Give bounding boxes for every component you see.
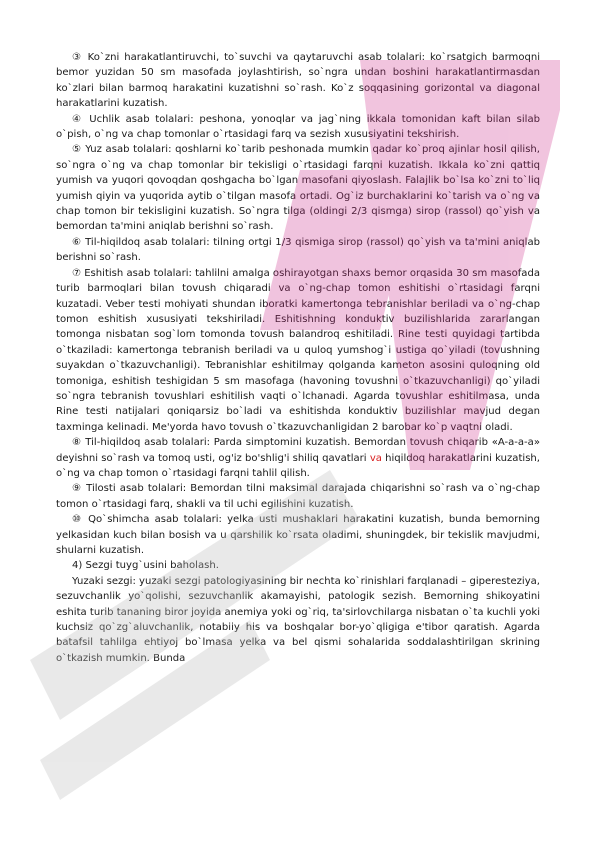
paragraph-hypoglossal: ⑨ Tilosti asab tolalari: Bemordan tilni maksimal darajada chiqarishni so`rash va o`ng-chap tomon o`rtasidagi farq, shakli va til uchi egilishini kuzatish. (56, 483, 540, 510)
paragraph-vagus-text: ⑧ Til-hiqildoq asab tolalari: Parda simptomini kuzatish. Bemordan tovush chiqarib «A-a-a-a» deyishni so`rash va tomoq usti, og'iz bo'shlig'i shiliq qavatlari (56, 437, 540, 464)
paragraph-facial: ⑤ Yuz asab tolalari: qoshlarni ko`tarib peshonada mumkin qadar ko`proq ajinlar hosil qilish, so`ngra o`ng va chap tomonlar bir tekisligi o`rtasidagi farqni kuzatish. Ikkala ko`zni qattiq yumish va yuqori qovoqdan qoshgacha bo`lgan masofani qiyoslash. Falajlik bo`lsa ko`zni to`liq yumish qiyin va yuqorida aytib o`tilgan masofa ortadi. Og`iz burchaklarini ko`tarish va o`ng va chap tomon bir tekisligini kuzatish. So`ngra tilga (oldingi 2/3 qismga) sirop (rassol) qo`yish va bemordan ta'mini aniqlab berishni so`rash. (56, 144, 540, 233)
document-body (56, 50, 540, 666)
section-heading-sensation: 4) Sezgi tuyg`usini baholash. (72, 560, 219, 572)
paragraph-glossopharyngeal: ⑥ Til-hiqildoq asab tolalari: tilning ortgi 1/3 qismiga sirop (rassol) qo`yish va ta'mini aniqlab berishni so`rash. (56, 236, 540, 264)
paragraph-accessory: ⑩ Qo`shimcha asab tolalari: yelka usti mushaklari harakatini kuzatish, bunda bemorning yelkasidan kuch bilan bosish va u qarshilik ko`rsata oladimi, shuningdek, bir tekislik mavjudmi, shularni kuzatish. (56, 514, 540, 556)
highlighted-word: va (369, 452, 382, 464)
paragraph-auditory: ⑦ Eshitish asab tolalari: tahlilni amalga oshirayotgan shaxs bemor orqasida 30 sm masofada turib barmoqlari bilan tovush chiqaradi va o`ng-chap tomon eshitishi o`rtasidagi farqni kuzatadi. Veber testi mohiyati shundan iboratki kamertonga tebranishlar beriladi va o`ng-chap tomon eshitish xususiyati tekshiriladi. Eshitishning konduktiv buzilishlarida zararlangan tomonga nisbatan sog`lom tomonda tovush balandroq eshitiladi. Rine testi quyidagi tartibda o`tkaziladi: kamertonga tebranish beriladi va u quloq yumshog`i ustiga qo`yiladi (tovushning suyakdan o`tkazuvchanligi). Tebranishlar eshitilmay qolganda kameton asosini quloqning old tomoniga, eshitish teshigidan 5 sm masofaga (havoning tovushni o`tkazuvchanligi) qo`yiladi so`ngra tebranish tovushlari eshitilish vaqti o`lchanadi. Agarda tovushlar eshitilmasa, unda Rine testi natijalari qoniqarsiz bo`ladi va eshitishda konduktiv buzilishlar mavjud degan taxminga kelinadi. Me'yorda havo tovush o`tkazuvchanligidan 2 barobar ko`p vaqtni oladi. (56, 267, 540, 433)
paragraph-vagus-tail: hiqildoq harakatlarini kuzatish, o`ng va chap tomon o`rtasidagi farqni tahlil qilish. (56, 452, 540, 479)
paragraph-trigeminal: ④ Uchlik asab tolalari: peshona, yonoqlar va jag`ning ikkala tomonidan kaft bilan silab o`pish, o`ng va chap tomonlar o`rtasidagi farq va sezish xususiyatini tekshirish. (56, 113, 540, 141)
paragraph-superficial-sensation: Yuzaki sezgi: yuzaki sezgi patologiyasining bir nechta ko`rinishlari farqlanadi – giperesteziya, sezuvchanlik yo`qolishi, sezuvchanlik akamayishi, patologik sezish. Bemorning shikoyatini eshita turib tananing biror joyida anemiya yoki og`riq, ta'sirlovchilarga nisbatan o`ta kuchli yoki kuchsiz qo`zg`aluvchanlik, notabiiy his va boshqalar bor-yo`qligiga e'tibor qaratish. Agarda batafsil tahlilga ehtiyoj bo`lmasa yelka va bel qismi sohalarida soddalashtirilgan skrining o`tkazish mumkin. Bunda (56, 575, 540, 664)
paragraph-vagus (56, 435, 540, 481)
paragraph-oculomotor: ③ Ko`zni harakatlantiruvchi, to`suvchi va qaytaruvchi asab tolalari: ko`rsatgich barmoqni bemor yuzidan 50 sm masofada joylashtirish, so`ngra undan boshini harakatlantirmasdan ko`zlari bilan barmoq harakatini kuzatishni so`rash. Ko`z soqqasining gorizontal va diagonal harakatlarini kuzatish. (56, 52, 540, 110)
